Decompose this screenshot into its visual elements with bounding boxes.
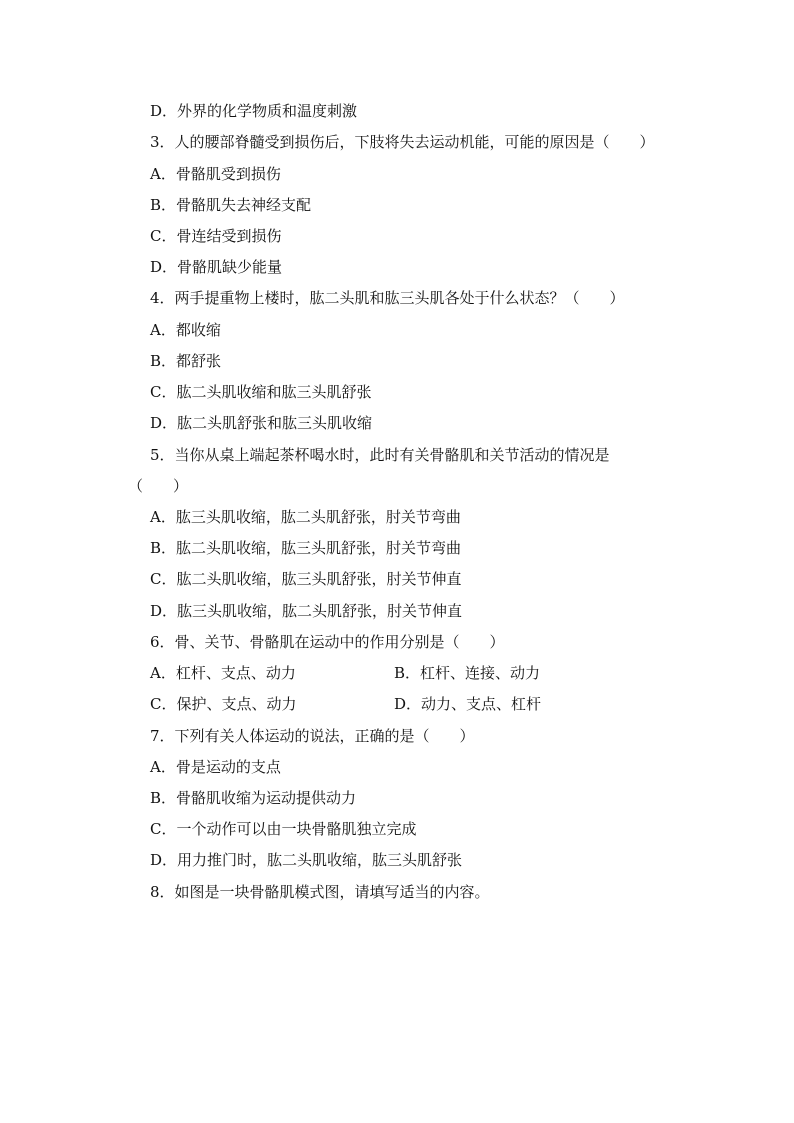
q6-option-b: B．杠杆、连接、动力 [394,664,541,682]
q5-option-c: C．肱二头肌收缩，肱三头肌舒张，肘关节伸直 [150,570,462,588]
q3-option-c: C．骨连结受到损伤 [150,227,282,245]
q5-option-b: B．肱二头肌收缩，肱三头肌舒张，肘关节弯曲 [150,539,462,557]
q6-option-c: C．保护、支点、动力 [150,695,297,713]
q6-option-d: D．动力、支点、杠杆 [394,695,542,713]
q4-option-d: D．肱二头肌舒张和肱三头肌收缩 [150,414,373,432]
q4-option-c: C．肱二头肌收缩和肱三头肌舒张 [150,383,372,401]
q3-option-d: D．骨骼肌缺少能量 [150,258,283,276]
q7-option-c: C．一个动作可以由一块骨骼肌独立完成 [150,820,417,838]
q7-option-b: B．骨骼肌收缩为运动提供动力 [150,789,357,807]
question-3: 3．人的腰部脊髓受到损伤后，下肢将失去运动机能，可能的原因是（ ） [150,133,655,151]
question-8: 8．如图是一块骨骼肌模式图，请填写适当的内容。 [150,883,490,901]
question-4: 4．两手提重物上楼时，肱二头肌和肱三头肌各处于什么状态？（ ） [150,289,625,307]
q4-option-b: B．都舒张 [150,352,222,370]
q6-option-a: A．杠杆、支点、动力 [150,664,296,682]
question-6: 6．骨、关节、骨骼肌在运动中的作用分别是（ ） [150,633,505,651]
q4-option-a: A．都收缩 [150,321,221,339]
q2-option-d: D．外界的化学物质和温度刺激 [150,102,358,120]
q3-option-b: B．骨骼肌失去神经支配 [150,196,312,214]
question-7: 7．下列有关人体运动的说法，正确的是（ ） [150,727,475,745]
q7-option-a: A．骨是运动的支点 [150,758,281,776]
question-5-continuation: （ ） [128,477,189,495]
q7-option-d: D．用力推门时，肱二头肌收缩，肱三头肌舒张 [150,851,463,869]
question-5: 5．当你从桌上端起茶杯喝水时，此时有关骨骼肌和关节活动的情况是 [150,446,610,464]
q5-option-d: D．肱三头肌收缩，肱二头肌舒张，肘关节伸直 [150,602,463,620]
q3-option-a: A．骨骼肌受到损伤 [150,165,281,183]
q5-option-a: A．肱三头肌收缩，肱二头肌舒张，肘关节弯曲 [150,508,461,526]
